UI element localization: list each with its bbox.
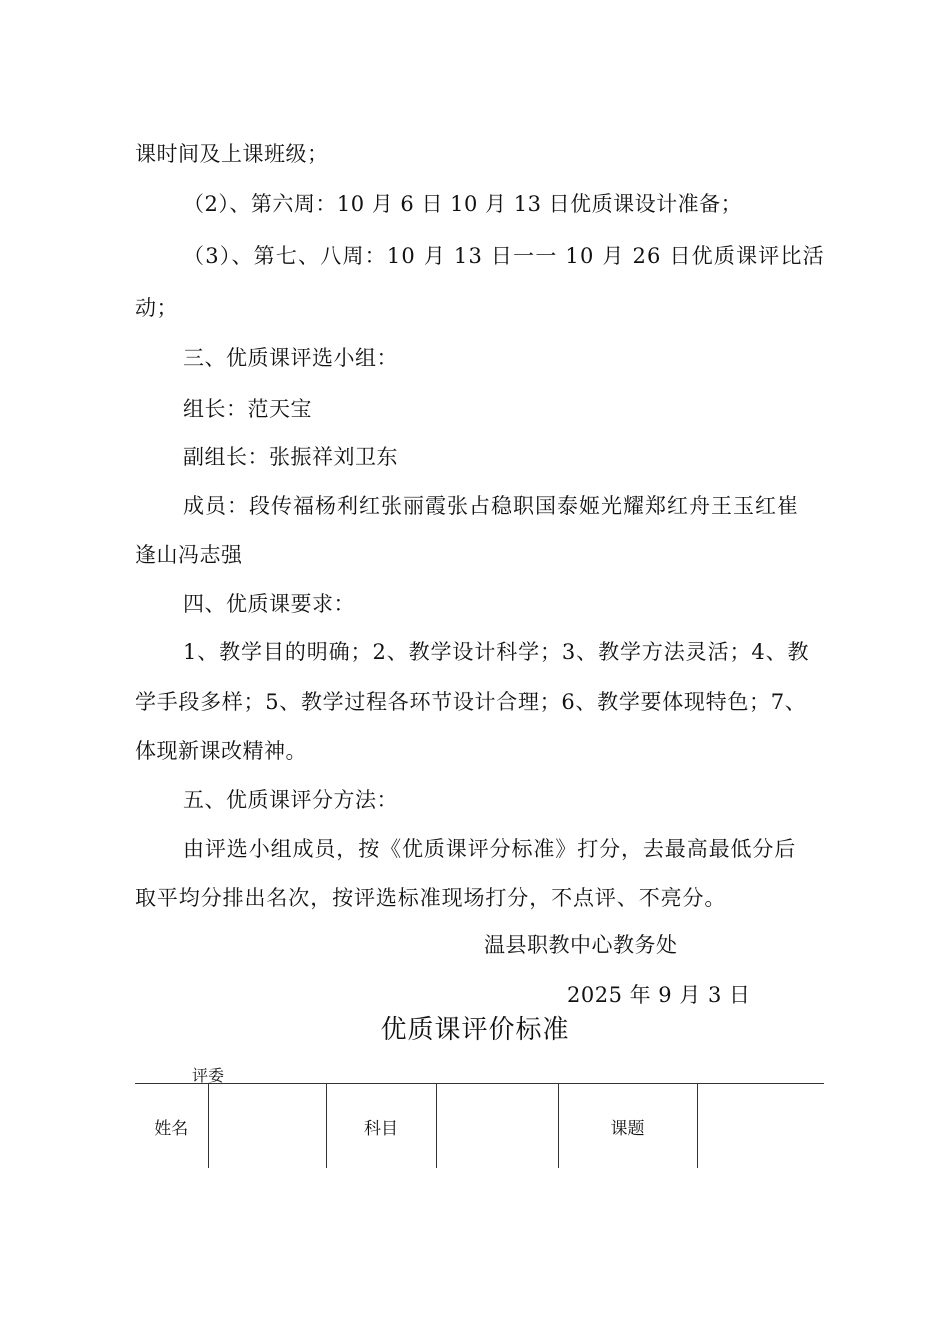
subject-value-cell bbox=[436, 1084, 558, 1169]
body-line-4: 动； bbox=[135, 296, 178, 320]
body-line-3: （3）、第七、八周：10 月 13 日一一 10 月 26 日优质课评比活 bbox=[183, 244, 825, 268]
deputy-leader-line: 副组长：张振祥刘卫东 bbox=[183, 445, 398, 469]
body-line-1: 课时间及上课班级； bbox=[135, 142, 329, 166]
name-label-cell: 姓名 bbox=[135, 1084, 208, 1169]
subject-label-cell: 科目 bbox=[326, 1084, 436, 1169]
section-heading-3: 三、优质课评选小组： bbox=[183, 346, 398, 370]
topic-label-cell: 课题 bbox=[558, 1084, 697, 1169]
signature-org: 温县职教中心教务处 bbox=[484, 933, 678, 957]
requirements-line-2: 学手段多样；5、教学过程各环节设计合理；6、教学要体现特色；7、 bbox=[135, 690, 807, 714]
judge-label: 评委 bbox=[192, 1066, 225, 1085]
section-heading-5: 五、优质课评分方法： bbox=[183, 788, 398, 812]
scoring-line-2: 取平均分排出名次，按评选标准现场打分，不点评、不亮分。 bbox=[135, 886, 727, 910]
signature-date: 2025 年 9 月 3 日 bbox=[567, 983, 751, 1007]
evaluation-table bbox=[135, 1083, 824, 1168]
leader-line: 组长：范天宝 bbox=[183, 397, 312, 421]
requirements-line-3: 体现新课改精神。 bbox=[135, 739, 307, 763]
topic-value-cell bbox=[697, 1084, 824, 1169]
requirements-line-1: 1、教学目的明确；2、教学设计科学；3、教学方法灵活；4、教 bbox=[183, 640, 810, 664]
scoring-line-1: 由评选小组成员，按《优质课评分标准》打分，去最高最低分后 bbox=[183, 837, 797, 861]
body-line-2: （2）、第六周：10 月 6 日 10 月 13 日优质课设计准备； bbox=[183, 192, 743, 216]
section-heading-4: 四、优质课要求： bbox=[183, 592, 355, 616]
members-line-2: 逢山冯志强 bbox=[135, 543, 243, 567]
name-value-cell bbox=[208, 1084, 326, 1169]
evaluation-title: 优质课评价标准 bbox=[380, 1015, 570, 1045]
table-row bbox=[135, 1084, 824, 1169]
members-line-1: 成员：段传福杨利红张丽霞张占稳职国泰姬光耀郑红舟王玉红崔 bbox=[183, 494, 799, 518]
